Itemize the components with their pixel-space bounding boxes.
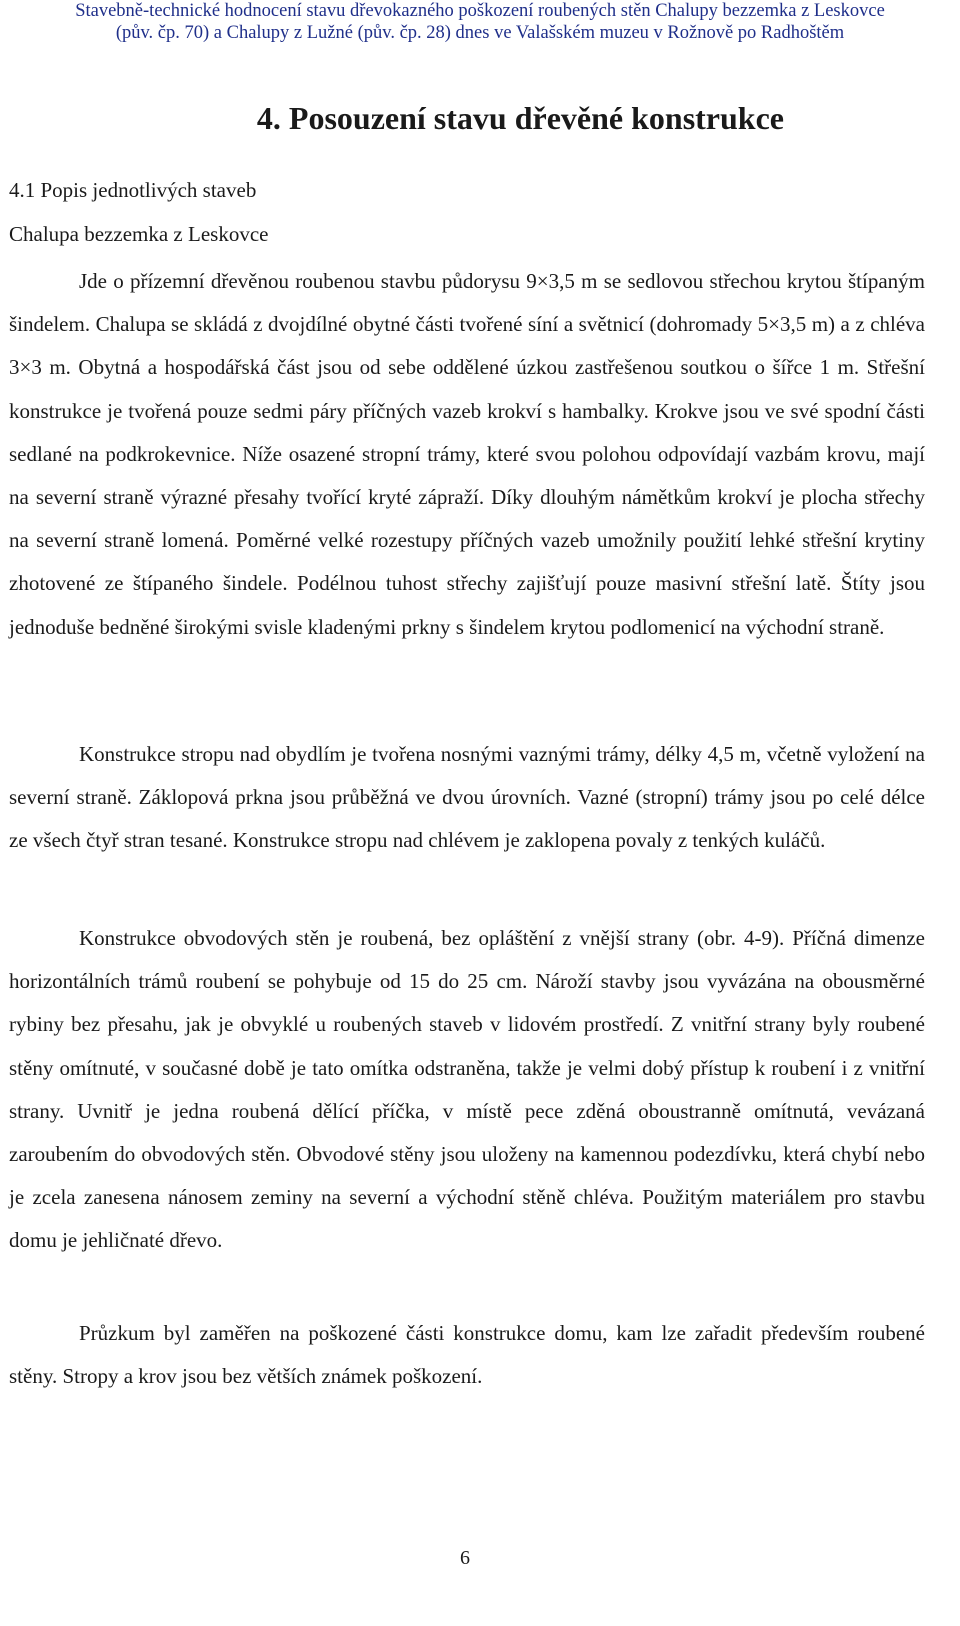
running-header-line-1: Stavebně-technické hodnocení stavu dřevokazného poškození roubených stěn Chalupy bezzemka z Leskovce [75, 1, 885, 21]
section-heading: 4.1 Popis jednotlivých staveb [9, 178, 257, 202]
paragraph-wall-construction: Konstrukce obvodových stěn je roubená, bez opláštění z vnější strany (obr. 4-9). Příčná dimenze horizontálních trámů roubení se pohybuje od 15 do 25 cm. Nároží stavby jsou vyvázána na obousměrné rybiny bez přesahu, jak je obvyklé u roubených staveb v lidovém prostředí. Z vnitřní strany byly roubené stěny omítnuté, v současné době je tato omítka odstraněna, takže je velmi dobý přístup k roubení i z vnitřní strany. Uvnitř je jedna roubená dělící příčka, v místě pece zděná oboustranně omítnutá, vevázaná zaroubením do obvodových stěn. Obvodové stěny jsou uloženy na kamennou podezdívku, která chybí nebo je zcela zanesena nánosem zeminy na severní a východní stěně chléva. Použitým materiálem pro stavbu domu je jehličnaté dřevo. [9, 926, 925, 1253]
running-header-line-2: (pův. čp. 70) a Chalupy z Lužné (pův. čp. 28) dnes ve Valašském muzeu v Rožnově po Radhoštěm [115, 23, 845, 43]
paragraph-construction-description: Jde o přízemní dřevěnou roubenou stavbu půdorysu 9×3,5 m se sedlovou střechou krytou štípaným šindelem. Chalupa se skládá z dvojdílné obytné části tvořené síní a světnicí (dohromady 5×3,5 m) a z chléva 3×3 m. Obytná a hospodářská část jsou od sebe oddělené úzkou zastřešenou soutkou o šířce 1 m. Střešní konstrukce je tvořená pouze sedmi páry příčných vazeb krokví s hambalky. Krokve jsou ve své spodní části sedlané na podkrokevnice. Níže osazené stropní trámy, které svou polohou odpovídají vazbám krovu, mají na severní straně výrazné přesahy tvořící kryté zápraží. Díky dlouhým námětkům krokví je plocha střechy na severní straně lomená. Poměrné velké rozestupy příčných vazeb umožnily použití lehké střešní krytiny zhotovené ze štípaného šindele. Podélnou tuhost střechy zajišťují pouze masivní střešní latě. Štíty jsou jednoduše bedněné širokými svisle kladenými prkny s šindelem krytou podlomenicí na východní straně. [9, 269, 925, 639]
paragraph-ceiling-construction: Konstrukce stropu nad obydlím je tvořena nosnými vaznými trámy, délky 4,5 m, včetně vyložení na severní straně. Záklopová prkna jsou průběžná ve dvou úrovních. Vazné (stropní) trámy jsou po celé délce ze všech čtyř stran tesané. Konstrukce stropu nad chlévem je zaklopena povaly z tenkých kuláčů. [9, 742, 925, 853]
subsection-heading: Chalupa bezzemka z Leskovce [9, 222, 269, 246]
chapter-heading: 4. Posouzení stavu dřevěné konstrukce [256, 100, 784, 136]
running-header [0, 0, 960, 44]
page-number: 6 [460, 1547, 470, 1569]
paragraph-survey-focus: Průzkum byl zaměřen na poškozené části konstrukce domu, kam lze zařadit především roubené stěny. Stropy a krov jsou bez větších známek poškození. [9, 1321, 925, 1389]
